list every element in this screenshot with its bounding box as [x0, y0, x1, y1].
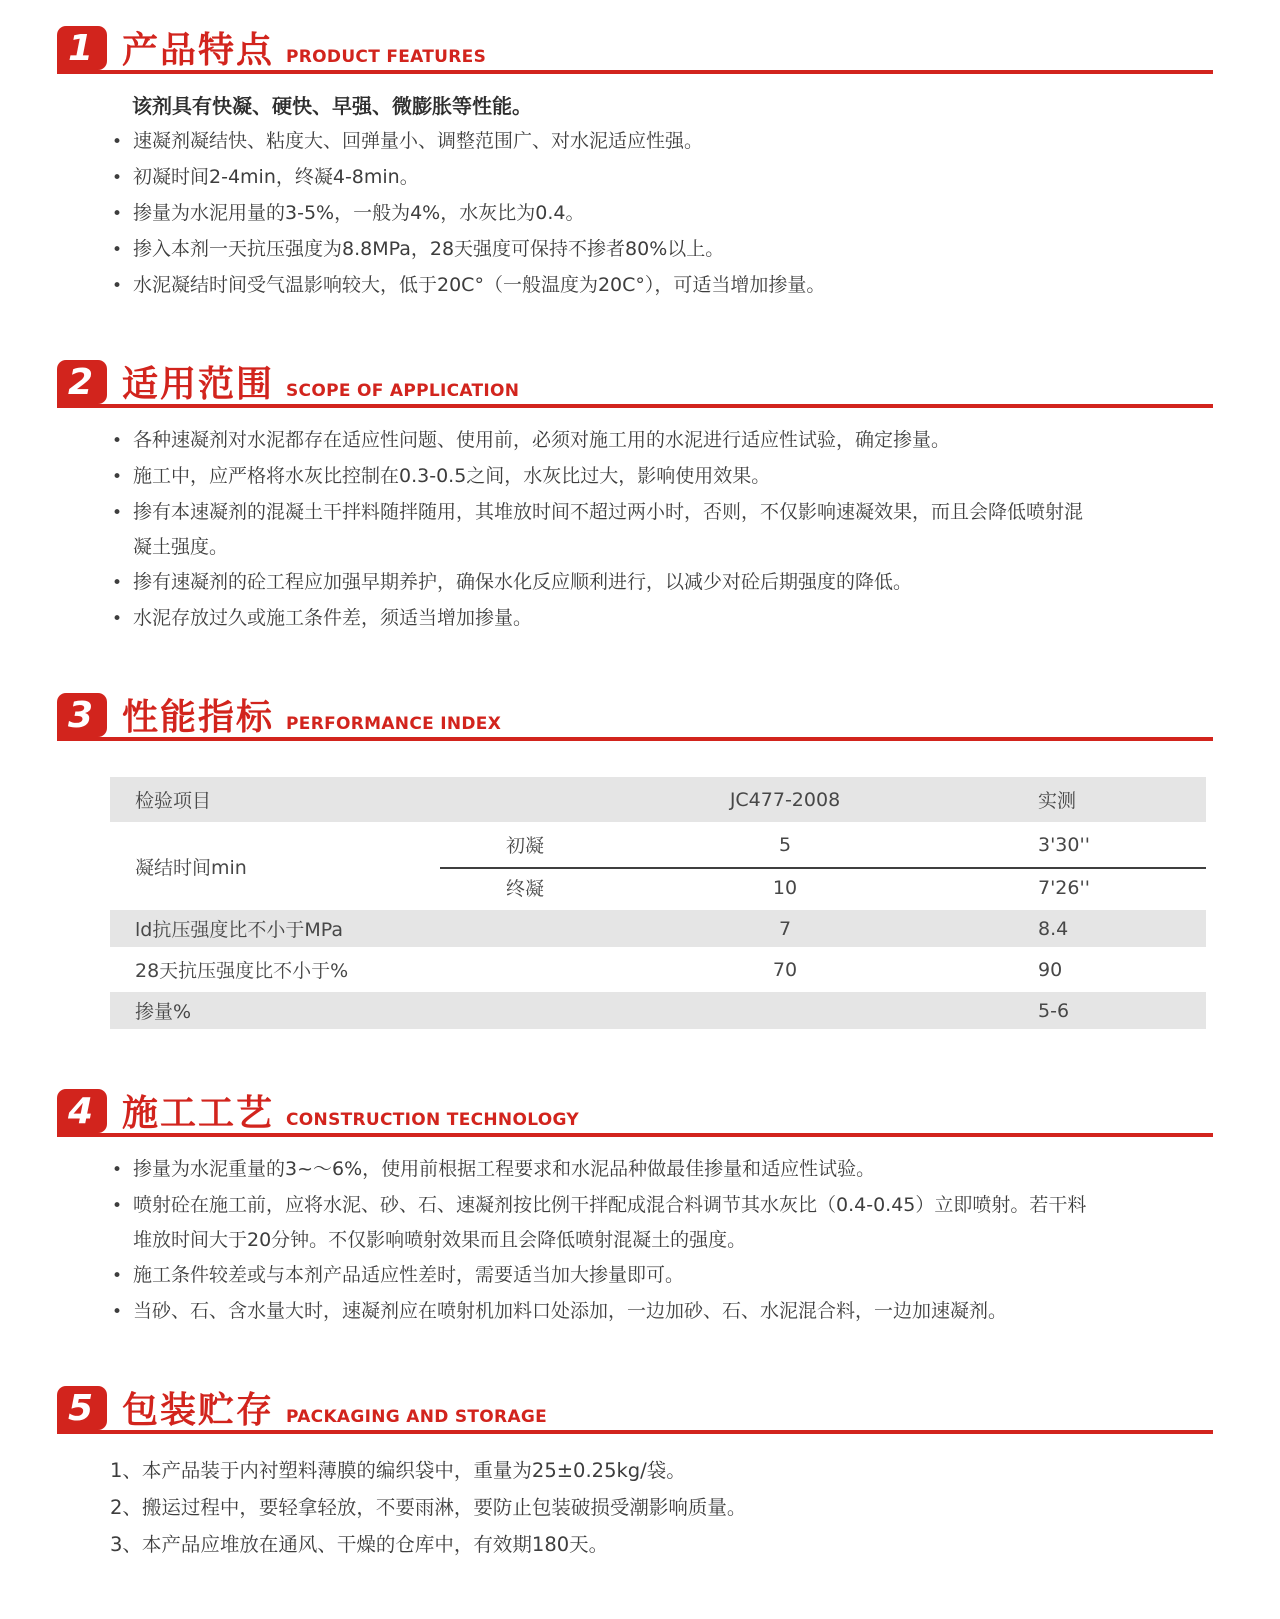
bullet-text: 喷射砼在施工前，应将水泥、砂、石、速凝剂按比例干拌配成混合料调节其水灰比（0.4-0.45）立即喷射。若干料堆放时间大于20分钟。不仅影响喷射效果而且会降低喷射混凝土的强度。 [133, 1194, 1087, 1251]
cell-final-setting-label: 终凝 [440, 867, 610, 906]
bullet-text: 施工条件较差或与本剂产品适应性差时，需要适当加大掺量即可。 [133, 1264, 685, 1286]
bullet-text: 各种速凝剂对水泥都存在适应性问题、使用前，必须对施工用的水泥进行适应性试验，确定掺量。 [133, 429, 951, 451]
section-4-subtitle-en: CONSTRUCTION TECHNOLOGY [286, 1110, 579, 1130]
table-row-28d-strength [110, 951, 1206, 988]
section-packaging-and-storage [0, 1386, 1280, 1563]
numbered-item: 3、本产品应堆放在通风、干燥的仓库中，有效期180天。 [110, 1533, 609, 1556]
section-2-title: 适用范围 [122, 364, 275, 405]
cell-initial-setting-measured: 3'30'' [960, 826, 1206, 863]
numbered-item: 2、搬运过程中，要轻拿轻放，不要雨淋，要防止包装破损受潮影响质量。 [110, 1496, 747, 1519]
section-1-number-badge: 1 [57, 26, 107, 70]
bullet-dot-icon [112, 160, 133, 196]
section-2-header [57, 360, 1213, 408]
section-5-subtitle-en: PACKAGING AND STORAGE [286, 1407, 548, 1427]
performance-index-table [110, 773, 1206, 1033]
bullet-item [112, 196, 1092, 232]
cell-final-setting-standard: 10 [610, 867, 960, 906]
col-header-standard: JC477-2008 [610, 777, 960, 822]
bullet-text: 当砂、石、含水量大时，速凝剂应在喷射机加料口处添加，一边加砂、石、水泥混合料，一边加速凝剂。 [133, 1300, 1008, 1322]
bullet-text: 掺量为水泥重量的3~～6%，使用前根据工程要求和水泥品种做最佳掺量和适应性试验。 [133, 1158, 876, 1180]
bullet-dot-icon [112, 232, 133, 268]
section-5-number-badge: 5 [57, 1386, 107, 1430]
bullet-item [112, 565, 1092, 601]
section-1-body [0, 74, 1280, 304]
cell-1d-strength-standard: 7 [610, 910, 960, 947]
section-5-body [0, 1434, 1280, 1563]
section-2-body [0, 408, 1280, 637]
col-header-test-item: 检验项目 [110, 777, 440, 822]
bullet-dot-icon [112, 565, 133, 601]
numbered-item: 1、本产品装于内衬塑料薄膜的编织袋中，重量为25±0.25kg/袋。 [110, 1459, 686, 1482]
section-4-title: 施工工艺 [122, 1093, 275, 1134]
bullet-dot-icon [112, 124, 133, 160]
bullet-dot-icon [112, 423, 133, 459]
section-4-number-badge: 4 [57, 1089, 107, 1133]
bullet-dot-icon [112, 1294, 133, 1330]
bullet-text: 掺入本剂一天抗压强度为8.8MPa，28天强度可保持不掺者80%以上。 [133, 238, 725, 260]
bullet-dot-icon [112, 459, 133, 495]
cell-28d-strength-standard: 70 [772, 958, 798, 981]
bullet-item [112, 1188, 1092, 1258]
section-performance-index [0, 693, 1280, 1033]
bullet-dot-icon [112, 1152, 133, 1188]
table-row-dosage [110, 992, 1206, 1029]
bullet-item [112, 495, 1092, 565]
bullet-text: 施工中，应严格将水灰比控制在0.3-0.5之间，水灰比过大，影响使用效果。 [133, 465, 771, 487]
bullet-dot-icon [112, 268, 133, 304]
bullet-dot-icon [112, 1188, 133, 1258]
cell-1d-strength-label: ld抗压强度比不小于MPa [110, 910, 610, 947]
bullet-dot-icon [112, 196, 133, 232]
cell-initial-setting-standard: 5 [610, 826, 960, 863]
bullet-text: 速凝剂凝结快、粘度大、回弹量小、调整范围广、对水泥适应性强。 [133, 130, 704, 152]
bullet-dot-icon [112, 601, 133, 637]
cell-setting-time-label: 凝结时间min [110, 826, 440, 906]
cell-dosage-measured: 5-6 [960, 992, 1206, 1029]
section-3-title: 性能指标 [122, 697, 275, 738]
bullet-item [112, 268, 1092, 304]
section-3-subtitle-en: PERFORMANCE INDEX [286, 714, 502, 734]
bullet-item [112, 232, 1092, 268]
bullet-item [112, 423, 1092, 459]
section-2-number-badge: 2 [57, 360, 107, 404]
cell-28d-strength-label: 28天抗压强度比不小于% [135, 960, 349, 982]
section-4-header [57, 1089, 1213, 1137]
bullet-text: 初凝时间2-4min，终凝4-8min。 [133, 166, 419, 188]
col-header-blank [440, 777, 610, 822]
bullet-item [112, 601, 1092, 637]
cell-dosage-standard [610, 992, 960, 1029]
section-3-header [57, 693, 1213, 741]
bullet-item [112, 1258, 1092, 1294]
bullet-dot-icon [112, 495, 133, 565]
section-product-features [0, 26, 1280, 304]
section-1-subtitle-en: PRODUCT FEATURES [286, 47, 487, 67]
bullet-dot-icon [112, 1258, 133, 1294]
section-3-number-badge: 3 [57, 693, 107, 737]
bullet-item [112, 124, 1092, 160]
intro-statement: 该剂具有快凝、硬快、早强、微膨胀等性能。 [132, 94, 532, 118]
section-scope-of-application [0, 360, 1280, 637]
bullet-item [112, 1294, 1092, 1330]
section-2-subtitle-en: SCOPE OF APPLICATION [286, 381, 520, 401]
bullet-text: 掺有本速凝剂的混凝土干拌料随拌随用，其堆放时间不超过两小时，否则，不仅影响速凝效果，而且会降低喷射混凝土强度。 [133, 501, 1084, 558]
cell-1d-strength-measured: 8.4 [960, 910, 1206, 947]
cell-final-setting-measured: 7'26'' [960, 867, 1206, 906]
section-5-title: 包装贮存 [122, 1390, 275, 1431]
col-header-measured: 实测 [960, 777, 1206, 822]
section-4-body [0, 1137, 1280, 1330]
section-5-header [57, 1386, 1213, 1434]
table-row-1d-strength [110, 910, 1206, 947]
bullet-text: 水泥存放过久或施工条件差，须适当增加掺量。 [133, 607, 533, 629]
bullet-item [112, 160, 1092, 196]
bullet-text: 水泥凝结时间受气温影响较大，低于20C°（一般温度为20C°），可适当增加掺量。 [133, 274, 826, 296]
bullet-text: 掺量为水泥用量的3-5%，一般为4%，水灰比为0.4。 [133, 202, 585, 224]
section-1-title: 产品特点 [122, 30, 275, 71]
table-header-row [110, 777, 1206, 822]
bullet-item [112, 459, 1092, 495]
cell-dosage-label: 掺量% [110, 992, 610, 1029]
bullet-text: 掺有速凝剂的砼工程应加强早期养护，确保水化反应顺利进行，以减少对砼后期强度的降低。 [133, 571, 913, 593]
cell-initial-setting-label: 初凝 [440, 826, 610, 863]
table-row-initial-setting [110, 826, 1206, 863]
cell-28d-strength-measured: 90 [1038, 958, 1063, 981]
bullet-item [112, 1152, 1092, 1188]
section-1-header [57, 26, 1213, 74]
section-construction-technology [0, 1089, 1280, 1330]
